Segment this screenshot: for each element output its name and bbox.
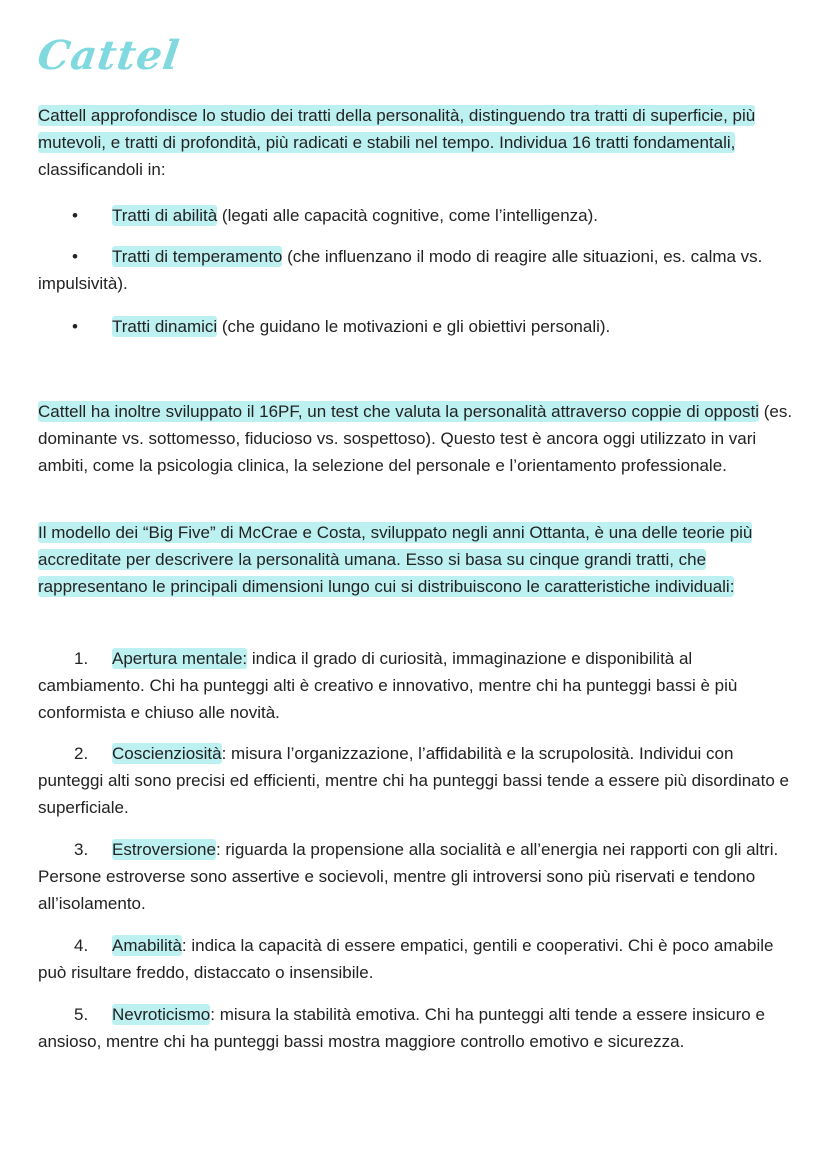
trait-term: Estroversione [112,840,216,859]
trait-number: 3. [74,840,89,859]
bullet-desc: (che influenzano il modo di reagire alle situazioni, es. calma vs. impulsività). [38,247,763,293]
trait-number: 2. [74,744,89,763]
trait-term: Amabilità [112,936,182,955]
intro-highlight: Cattell approfondisce lo studio dei tratti della personalità, distinguendo tra tratti di superficie, più mutevoli, e tratti di profondità, più radicati e stabili nel tempo. Individua 16 tratti fondamentali, [38,106,756,152]
page-title: Cattel [34,32,183,79]
bullet-icon: • [72,317,78,336]
trait-item-amabilita [38,932,798,986]
trait-term: Coscienziosità [112,744,222,763]
trait-term: Apertura mentale: [112,649,248,668]
list-item-temperamento [38,243,798,297]
trait-desc: : misura la stabilità emotiva. Chi ha punteggi alti tende a essere insicuro e ansioso, mentre chi ha punteggi bassi mostra maggiore controllo emotivo e sicurezza. [38,1005,765,1051]
trait-item-estroversione [38,836,798,917]
trait-item-coscienziosita [38,740,798,821]
list-item-dinamici [38,313,798,340]
bullet-term: Tratti di temperamento [112,247,283,266]
trait-item-apertura [38,645,798,726]
bullet-icon: • [72,206,78,225]
trait-item-nevroticismo [38,1001,798,1055]
bigfive-highlight: Il modello dei “Big Five” di McCrae e Costa, sviluppato negli anni Ottanta, è una delle teorie più accreditate per descrivere la personalità umana. Esso si basa su cinque grandi tratti, che rappresentano le principali dimensioni lungo cui si distribuiscono le caratteristiche individuali: [38,523,753,596]
bullet-term: Tratti dinamici [112,317,218,336]
intro-rest: classificandoli in: [38,160,166,179]
bigfive-paragraph [38,519,798,600]
trait-desc: : indica la capacità di essere empatici, gentili e cooperativi. Chi è poco amabile può risultare freddo, distaccato o insensibile. [38,936,774,982]
trait-desc: : riguarda la propensione alla socialità e all’energia nei rapporti con gli altri. Persone estroverse sono assertive e socievoli, mentre gli introversi sono più riservati e tendono all’isolamento. [38,840,779,913]
pf16-paragraph [38,398,798,479]
bullet-term: Tratti di abilità [112,206,218,225]
pf16-highlight: Cattell ha inoltre sviluppato il 16PF, un test che valuta la personalità attraverso coppie di opposti [38,402,760,421]
trait-desc: : misura l’organizzazione, l’affidabilità e la scrupolosità. Individui con punteggi alti sono precisi ed efficienti, mentre chi ha punteggi bassi tende a essere più disordinato e superficiale. [38,744,789,817]
trait-number: 4. [74,936,89,955]
pf16-rest: (es. dominante vs. sottomesso, fiducioso vs. sospettoso). Questo test è ancora oggi utilizzato in vari ambiti, come la psicologia clinica, la selezione del personale e l’orientamento professionale. [38,402,793,475]
trait-desc: indica il grado di curiosità, immaginazione e disponibilità al cambiamento. Chi ha punteggi alti è creativo e innovativo, mentre chi ha punteggi bassi è più conformista e chiuso alle novità. [38,649,738,722]
bullet-icon: • [72,247,78,266]
bullet-desc: (che guidano le motivazioni e gli obiettivi personali). [217,317,611,336]
list-item-abilita [38,202,798,229]
trait-term: Nevroticismo [112,1005,211,1024]
trait-number: 1. [74,649,89,668]
intro-paragraph [38,102,798,183]
trait-number: 5. [74,1005,89,1024]
bullet-desc: (legati alle capacità cognitive, come l’intelligenza). [217,206,598,225]
